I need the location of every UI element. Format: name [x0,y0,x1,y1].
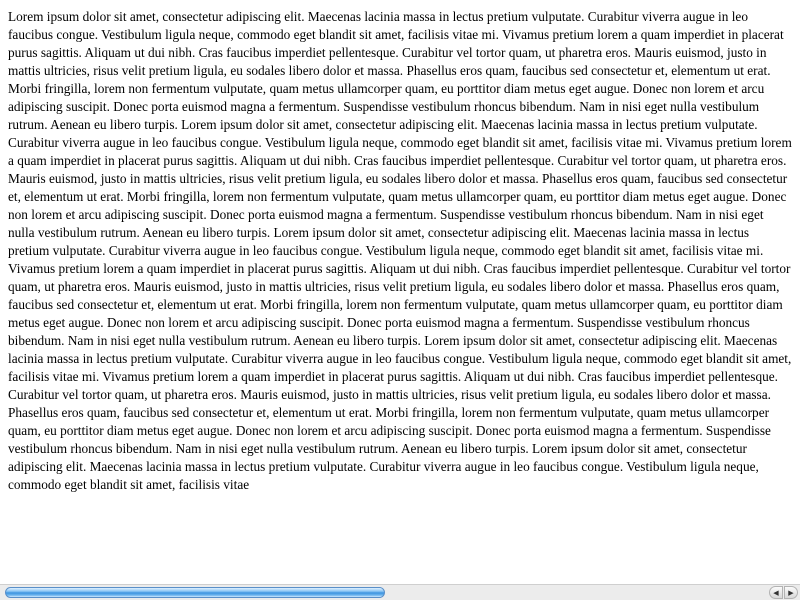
scrollbar-thumb[interactable] [5,587,385,598]
scroll-left-button[interactable] [769,586,783,599]
document-body-text: Lorem ipsum dolor sit amet, consectetur adipiscing elit. Maecenas lacinia massa in lectus pretium vulputate. Curabitur viverra augue in leo faucibus congue. Vestibulum ligula neque, commodo eget blandit sit amet, facilisis vitae mi. Vivamus pretium lorem a quam imperdiet in placerat purus sagittis. Aliquam ut dui nibh. Cras faucibus imperdiet pellentesque. Curabitur vel tortor quam, ut pharetra eros. Mauris euismod, justo in mattis ultricies, risus velit pretium ligula, eu sodales libero dolor et massa. Phasellus eros quam, faucibus sed consectetur et, elementum ut erat. Morbi fringilla, lorem non fermentum vulputate, quam metus ullamcorper quam, eu porttitor diam metus eget augue. Donec non lorem et arcu adipiscing suscipit. Donec porta euismod magna a fermentum. Suspendisse vestibulum rhoncus bibendum. Nam in nisi eget nulla vestibulum rutrum. Aenean eu libero turpis. Lorem ipsum dolor sit amet, consectetur adipiscing elit. Maecenas lacinia massa in lectus pretium vulputate. Curabitur viverra augue in leo faucibus congue. Vestibulum ligula neque, commodo eget blandit sit amet, facilisis vitae mi. Vivamus pretium lorem a quam imperdiet in placerat purus sagittis. Aliquam ut dui nibh. Cras faucibus imperdiet pellentesque. Curabitur vel tortor quam, ut pharetra eros. Mauris euismod, justo in mattis ultricies, risus velit pretium ligula, eu sodales libero dolor et massa. Phasellus eros quam, faucibus sed consectetur et, elementum ut erat. Morbi fringilla, lorem non fermentum vulputate, quam metus ullamcorper quam, eu porttitor diam metus eget augue. Donec non lorem et arcu adipiscing suscipit. Donec porta euismod magna a fermentum. Suspendisse vestibulum rhoncus bibendum. Nam in nisi eget nulla vestibulum rutrum. Aenean eu libero turpis. Lorem ipsum dolor sit amet, consectetur adipiscing elit. Maecenas lacinia massa in lectus pretium vulputate. Curabitur viverra augue in leo faucibus congue. Vestibulum ligula neque, commodo eget blandit sit amet, facilisis vitae mi. Vivamus pretium lorem a quam imperdiet in placerat purus sagittis. Aliquam ut dui nibh. Cras faucibus imperdiet pellentesque. Curabitur vel tortor quam, ut pharetra eros. Mauris euismod, justo in mattis ultricies, risus velit pretium ligula, eu sodales libero dolor et massa. Phasellus eros quam, faucibus sed consectetur et, elementum ut erat. Morbi fringilla, lorem non fermentum vulputate, quam metus ullamcorper quam, eu porttitor diam metus eget augue. Donec non lorem et arcu adipiscing suscipit. Donec porta euismod magna a fermentum. Suspendisse vestibulum rhoncus bibendum. Nam in nisi eget nulla vestibulum rutrum. Aenean eu libero turpis. Lorem ipsum dolor sit amet, consectetur adipiscing elit. Maecenas lacinia massa in lectus pretium vulputate. Curabitur viverra augue in leo faucibus congue. Vestibulum ligula neque, commodo eget blandit sit amet, facilisis vitae mi. Vivamus pretium lorem a quam imperdiet in placerat purus sagittis. Aliquam ut dui nibh. Cras faucibus imperdiet pellentesque. Curabitur vel tortor quam, ut pharetra eros. Mauris euismod, justo in mattis ultricies, risus velit pretium ligula, eu sodales libero dolor et massa. Phasellus eros quam, faucibus sed consectetur et, elementum ut erat. Morbi fringilla, lorem non fermentum vulputate, quam metus ullamcorper quam, eu porttitor diam metus eget augue. Donec non lorem et arcu adipiscing suscipit. Donec porta euismod magna a fermentum. Suspendisse vestibulum rhoncus bibendum. Nam in nisi eget nulla vestibulum rutrum. Aenean eu libero turpis. Lorem ipsum dolor sit amet, consectetur adipiscing elit. Maecenas lacinia massa in lectus pretium vulputate. Curabitur viverra augue in leo faucibus congue. Vestibulum ligula neque, commodo eget blandit sit amet, facilisis vitae [8,9,792,492]
horizontal-scrollbar[interactable] [0,584,800,600]
chevron-left-icon: ◀ [773,588,779,597]
scrollbar-track[interactable] [2,586,768,600]
chevron-right-icon: ▶ [788,588,794,597]
scroll-right-button[interactable] [784,586,798,599]
